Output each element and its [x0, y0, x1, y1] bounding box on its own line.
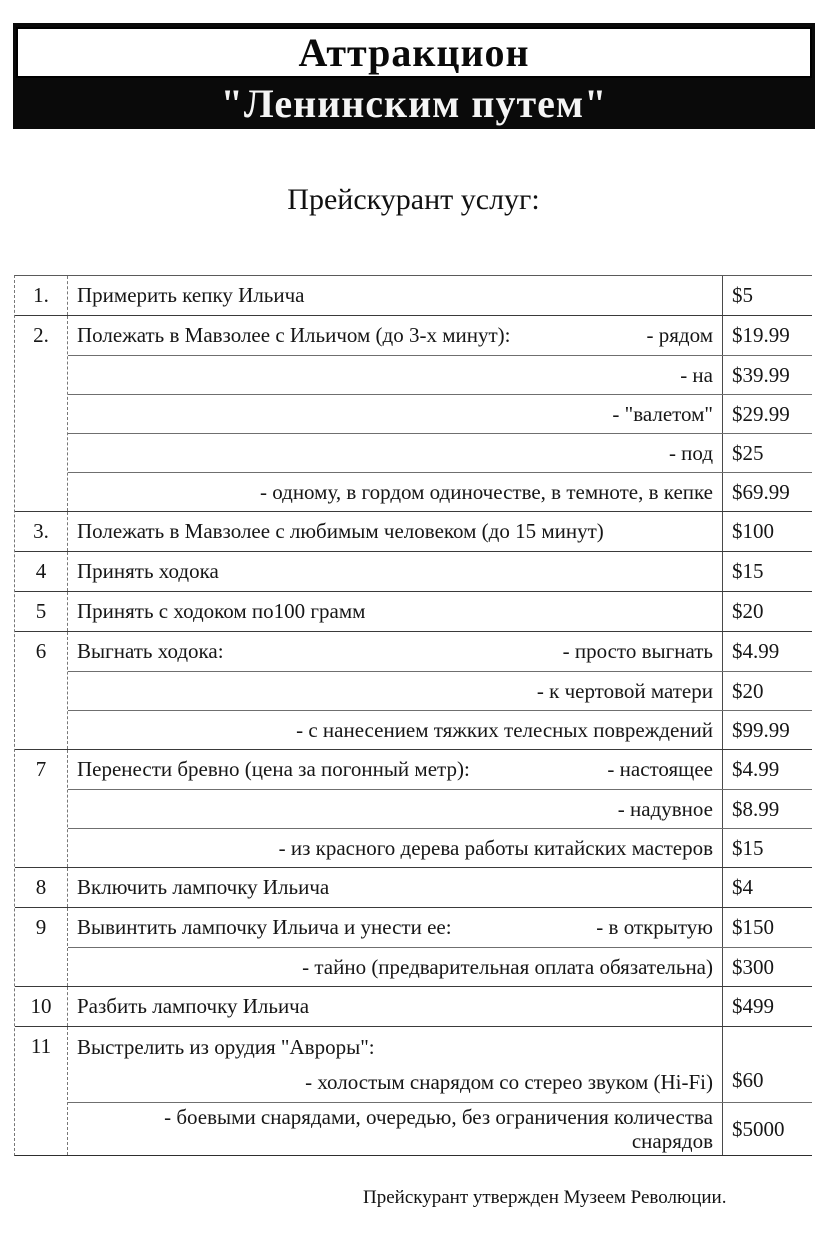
page-title: Прейскурант услуг: [287, 183, 540, 216]
service-subrow [68, 276, 812, 315]
price-cell: $5 [722, 276, 812, 315]
price-cell: $499 [722, 987, 812, 1026]
price-cell: $20 [722, 592, 812, 631]
header-banner [13, 23, 815, 129]
service-cell [68, 750, 722, 789]
service-description: Выстрелить из орудия "Авроры": [77, 1035, 375, 1059]
price-cell: $20 [722, 672, 812, 710]
service-subrow [68, 592, 812, 631]
table-row [15, 552, 812, 592]
price-cell: $15 [722, 552, 812, 591]
service-cell [68, 276, 722, 315]
item-number: 10 [15, 987, 68, 1026]
service-cell [68, 1103, 722, 1155]
service-description: Вывинтить лампочку Ильича и унести ее: [77, 915, 452, 940]
price-cell: $99.99 [722, 711, 812, 749]
service-cell [68, 868, 722, 907]
item-number: 8 [15, 868, 68, 907]
service-description: Разбить лампочку Ильича [77, 994, 310, 1019]
price-table [14, 275, 812, 1156]
table-row [15, 276, 812, 316]
service-subrow [68, 632, 812, 671]
service-subrow [68, 750, 812, 789]
service-cell [68, 473, 722, 511]
service-subrow [68, 710, 812, 749]
service-subrow [68, 868, 812, 907]
price-cell: $60 [722, 1027, 812, 1102]
footer-note: Прейскурант утвержден Музеем Революции. [363, 1187, 727, 1209]
service-cell [68, 1027, 722, 1102]
price-cell: $15 [722, 829, 812, 867]
service-cell [68, 316, 722, 355]
service-description: Выгнать ходока: [77, 639, 224, 664]
item-number: 9 [15, 908, 68, 986]
service-description: Примерить кепку Ильича [77, 283, 305, 308]
service-option: - настоящее [607, 757, 713, 782]
table-row [15, 750, 812, 868]
table-row [15, 632, 812, 750]
price-cell: $69.99 [722, 473, 812, 511]
service-subrows [68, 750, 812, 867]
service-description: Перенести бревно (цена за погонный метр): [77, 757, 470, 782]
service-cell [68, 829, 722, 867]
service-subrows [68, 868, 812, 907]
banner-title: Аттракцион [16, 27, 812, 78]
service-option: - "валетом" [612, 401, 713, 426]
service-cell [68, 711, 722, 749]
price-cell: $4 [722, 868, 812, 907]
service-subrow [68, 355, 812, 394]
service-option: - рядом [646, 323, 713, 348]
service-subrow [68, 1027, 812, 1102]
service-subrows [68, 632, 812, 749]
price-cell: $4.99 [722, 750, 812, 789]
service-subrow [68, 512, 812, 551]
service-description: Полежать в Мавзолее с любимым человеком (до 15 минут) [77, 519, 604, 544]
document-page [0, 23, 827, 1209]
service-option: - надувное [617, 796, 713, 821]
service-option: - из красного дерева работы китайских мастеров [278, 835, 713, 860]
service-subrows [68, 987, 812, 1026]
price-cell: $5000 [722, 1103, 812, 1155]
price-cell: $150 [722, 908, 812, 947]
service-subrow [68, 394, 812, 433]
table-row [15, 987, 812, 1027]
service-subrow [68, 1102, 812, 1155]
price-cell: $39.99 [722, 356, 812, 394]
price-cell: $29.99 [722, 395, 812, 433]
service-cell [68, 948, 722, 986]
service-subrow [68, 433, 812, 472]
item-number: 5 [15, 592, 68, 631]
service-option: - к чертовой матери [536, 678, 713, 703]
service-cell [68, 356, 722, 394]
service-option: - под [668, 440, 713, 465]
service-cell [68, 395, 722, 433]
item-number: 4 [15, 552, 68, 591]
table-row [15, 1027, 812, 1155]
service-option: - просто выгнать [562, 639, 713, 664]
service-subrows [68, 908, 812, 986]
service-subrow [68, 908, 812, 947]
service-subrow [68, 987, 812, 1026]
service-subrows [68, 1027, 812, 1155]
table-row [15, 592, 812, 632]
price-cell: $300 [722, 948, 812, 986]
service-subrow [68, 552, 812, 591]
service-option: - одному, в гордом одиночестве, в темноте, в кепке [260, 479, 713, 504]
service-option: - холостым снарядом со стерео звуком (Hi-Fi) [305, 1069, 713, 1094]
service-option: - боевыми снарядами, очередью, без ограничения количества снарядов [164, 1105, 713, 1154]
service-cell [68, 512, 722, 551]
service-subrow [68, 316, 812, 355]
service-subrows [68, 592, 812, 631]
service-option: - в открытую [596, 915, 713, 940]
service-subrow [68, 472, 812, 511]
price-cell: $8.99 [722, 790, 812, 828]
price-cell: $19.99 [722, 316, 812, 355]
banner-subtitle: "Ленинским путем" [220, 81, 608, 126]
table-row [15, 868, 812, 908]
service-subrow [68, 947, 812, 986]
service-cell [68, 987, 722, 1026]
service-description: Полежать в Мавзолее с Ильичом (до 3-х минут): [77, 323, 511, 348]
price-cell: $25 [722, 434, 812, 472]
service-cell [68, 908, 722, 947]
service-subrow [68, 671, 812, 710]
item-number: 1. [15, 276, 68, 315]
item-number: 6 [15, 632, 68, 749]
service-cell [68, 434, 722, 472]
item-number: 11 [15, 1027, 68, 1155]
service-cell [68, 672, 722, 710]
item-number: 7 [15, 750, 68, 867]
service-cell [68, 592, 722, 631]
service-subrows [68, 316, 812, 511]
table-row [15, 908, 812, 987]
service-subrow [68, 789, 812, 828]
price-cell: $4.99 [722, 632, 812, 671]
service-subrows [68, 512, 812, 551]
item-number: 2. [15, 316, 68, 511]
service-description: Включить лампочку Ильича [77, 875, 330, 900]
item-number: 3. [15, 512, 68, 551]
service-cell [68, 790, 722, 828]
service-option: - на [680, 362, 713, 387]
service-cell [68, 552, 722, 591]
service-subrows [68, 276, 812, 315]
service-subrow [68, 828, 812, 867]
table-row [15, 512, 812, 552]
service-subrows [68, 552, 812, 591]
service-description: Принять ходока [77, 559, 219, 584]
service-description: Принять с ходоком по100 грамм [77, 599, 366, 624]
table-row [15, 316, 812, 512]
service-option: - тайно (предварительная оплата обязательна) [302, 954, 713, 979]
service-cell [68, 632, 722, 671]
price-cell: $100 [722, 512, 812, 551]
service-option: - с нанесением тяжких телесных повреждений [296, 717, 713, 742]
